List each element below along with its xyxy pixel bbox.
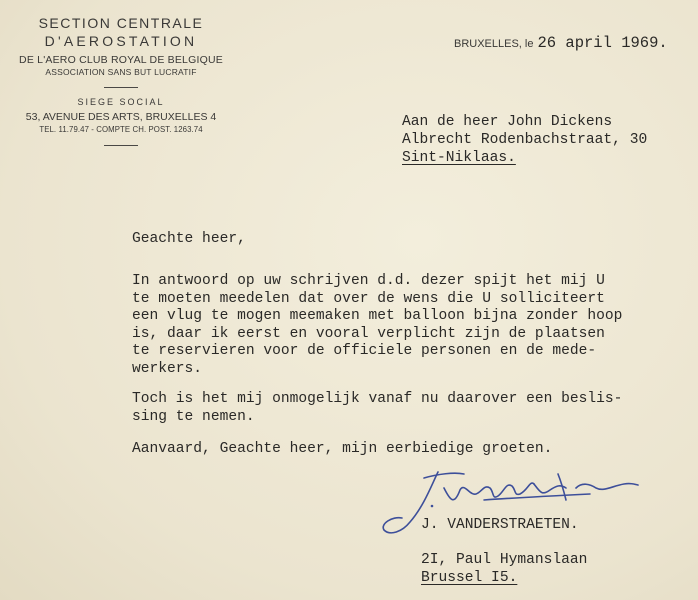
letterhead-seat: SIEGE SOCIAL xyxy=(77,97,165,107)
body-paragraph-2 xyxy=(132,391,622,426)
handwritten-signature xyxy=(380,466,640,546)
body-paragraph-1 xyxy=(132,273,622,378)
recipient-line1: Aan de heer John Dickens xyxy=(402,114,613,130)
paragraph-line: Toch is het mij onmogelijk vanaf nu daarover een beslis- xyxy=(132,391,623,407)
date-line xyxy=(454,34,668,52)
recipient-address xyxy=(402,113,647,167)
letterhead-tel: TEL. 11.79.47 - COMPTE CH. POST. 1263.74 xyxy=(39,125,203,134)
letterhead-address: 53, AVENUE DES ARTS, BRUXELLES 4 xyxy=(25,111,217,123)
closing: Aanvaard, Geachte heer, mijn eerbiedige groeten. xyxy=(132,441,553,457)
sender-address xyxy=(421,551,587,587)
letterhead-club: DE L'AERO CLUB ROYAL DE BELGIQUE xyxy=(19,54,223,66)
letterhead-org-line2: D'AEROSTATION xyxy=(44,33,198,49)
letterhead xyxy=(8,14,234,146)
recipient-line2: Albrecht Rodenbachstraat, 30 xyxy=(402,132,648,148)
sender-name: J. VANDERSTRAETEN. xyxy=(421,517,579,533)
letterhead-assoc: ASSOCIATION SANS BUT LUCRATIF xyxy=(45,67,197,77)
paragraph-line: te reservieren voor de officiele personen en de mede- xyxy=(132,343,597,359)
paragraph-line: In antwoord op uw schrijven d.d. dezer spijt het mij U xyxy=(132,273,605,289)
letterhead-divider xyxy=(104,87,138,88)
salutation: Geachte heer, xyxy=(132,231,246,247)
letterhead-divider-bottom xyxy=(104,145,138,146)
paragraph-line: te moeten meedelen dat over de wens die U solliciteert xyxy=(132,290,605,307)
paragraph-line: is, daar ik eerst en vooral verplicht zijn de plaatsen xyxy=(132,325,605,342)
date-value: 26 april 1969. xyxy=(537,34,668,52)
paragraph-line: sing te nemen. xyxy=(132,408,255,425)
paragraph-line: een vlug te mogen meemaken met balloon bijna zonder hoop xyxy=(132,308,623,324)
date-place: BRUXELLES, le xyxy=(454,38,534,50)
sender-address-line1: 2I, Paul Hymanslaan xyxy=(421,552,588,568)
recipient-line3: Sint-Niklaas. xyxy=(402,150,516,166)
letterhead-org-line1: SECTION CENTRALE xyxy=(38,15,204,31)
paragraph-line: werkers. xyxy=(132,360,203,377)
sender-address-line2: Brussel I5. xyxy=(421,570,518,586)
